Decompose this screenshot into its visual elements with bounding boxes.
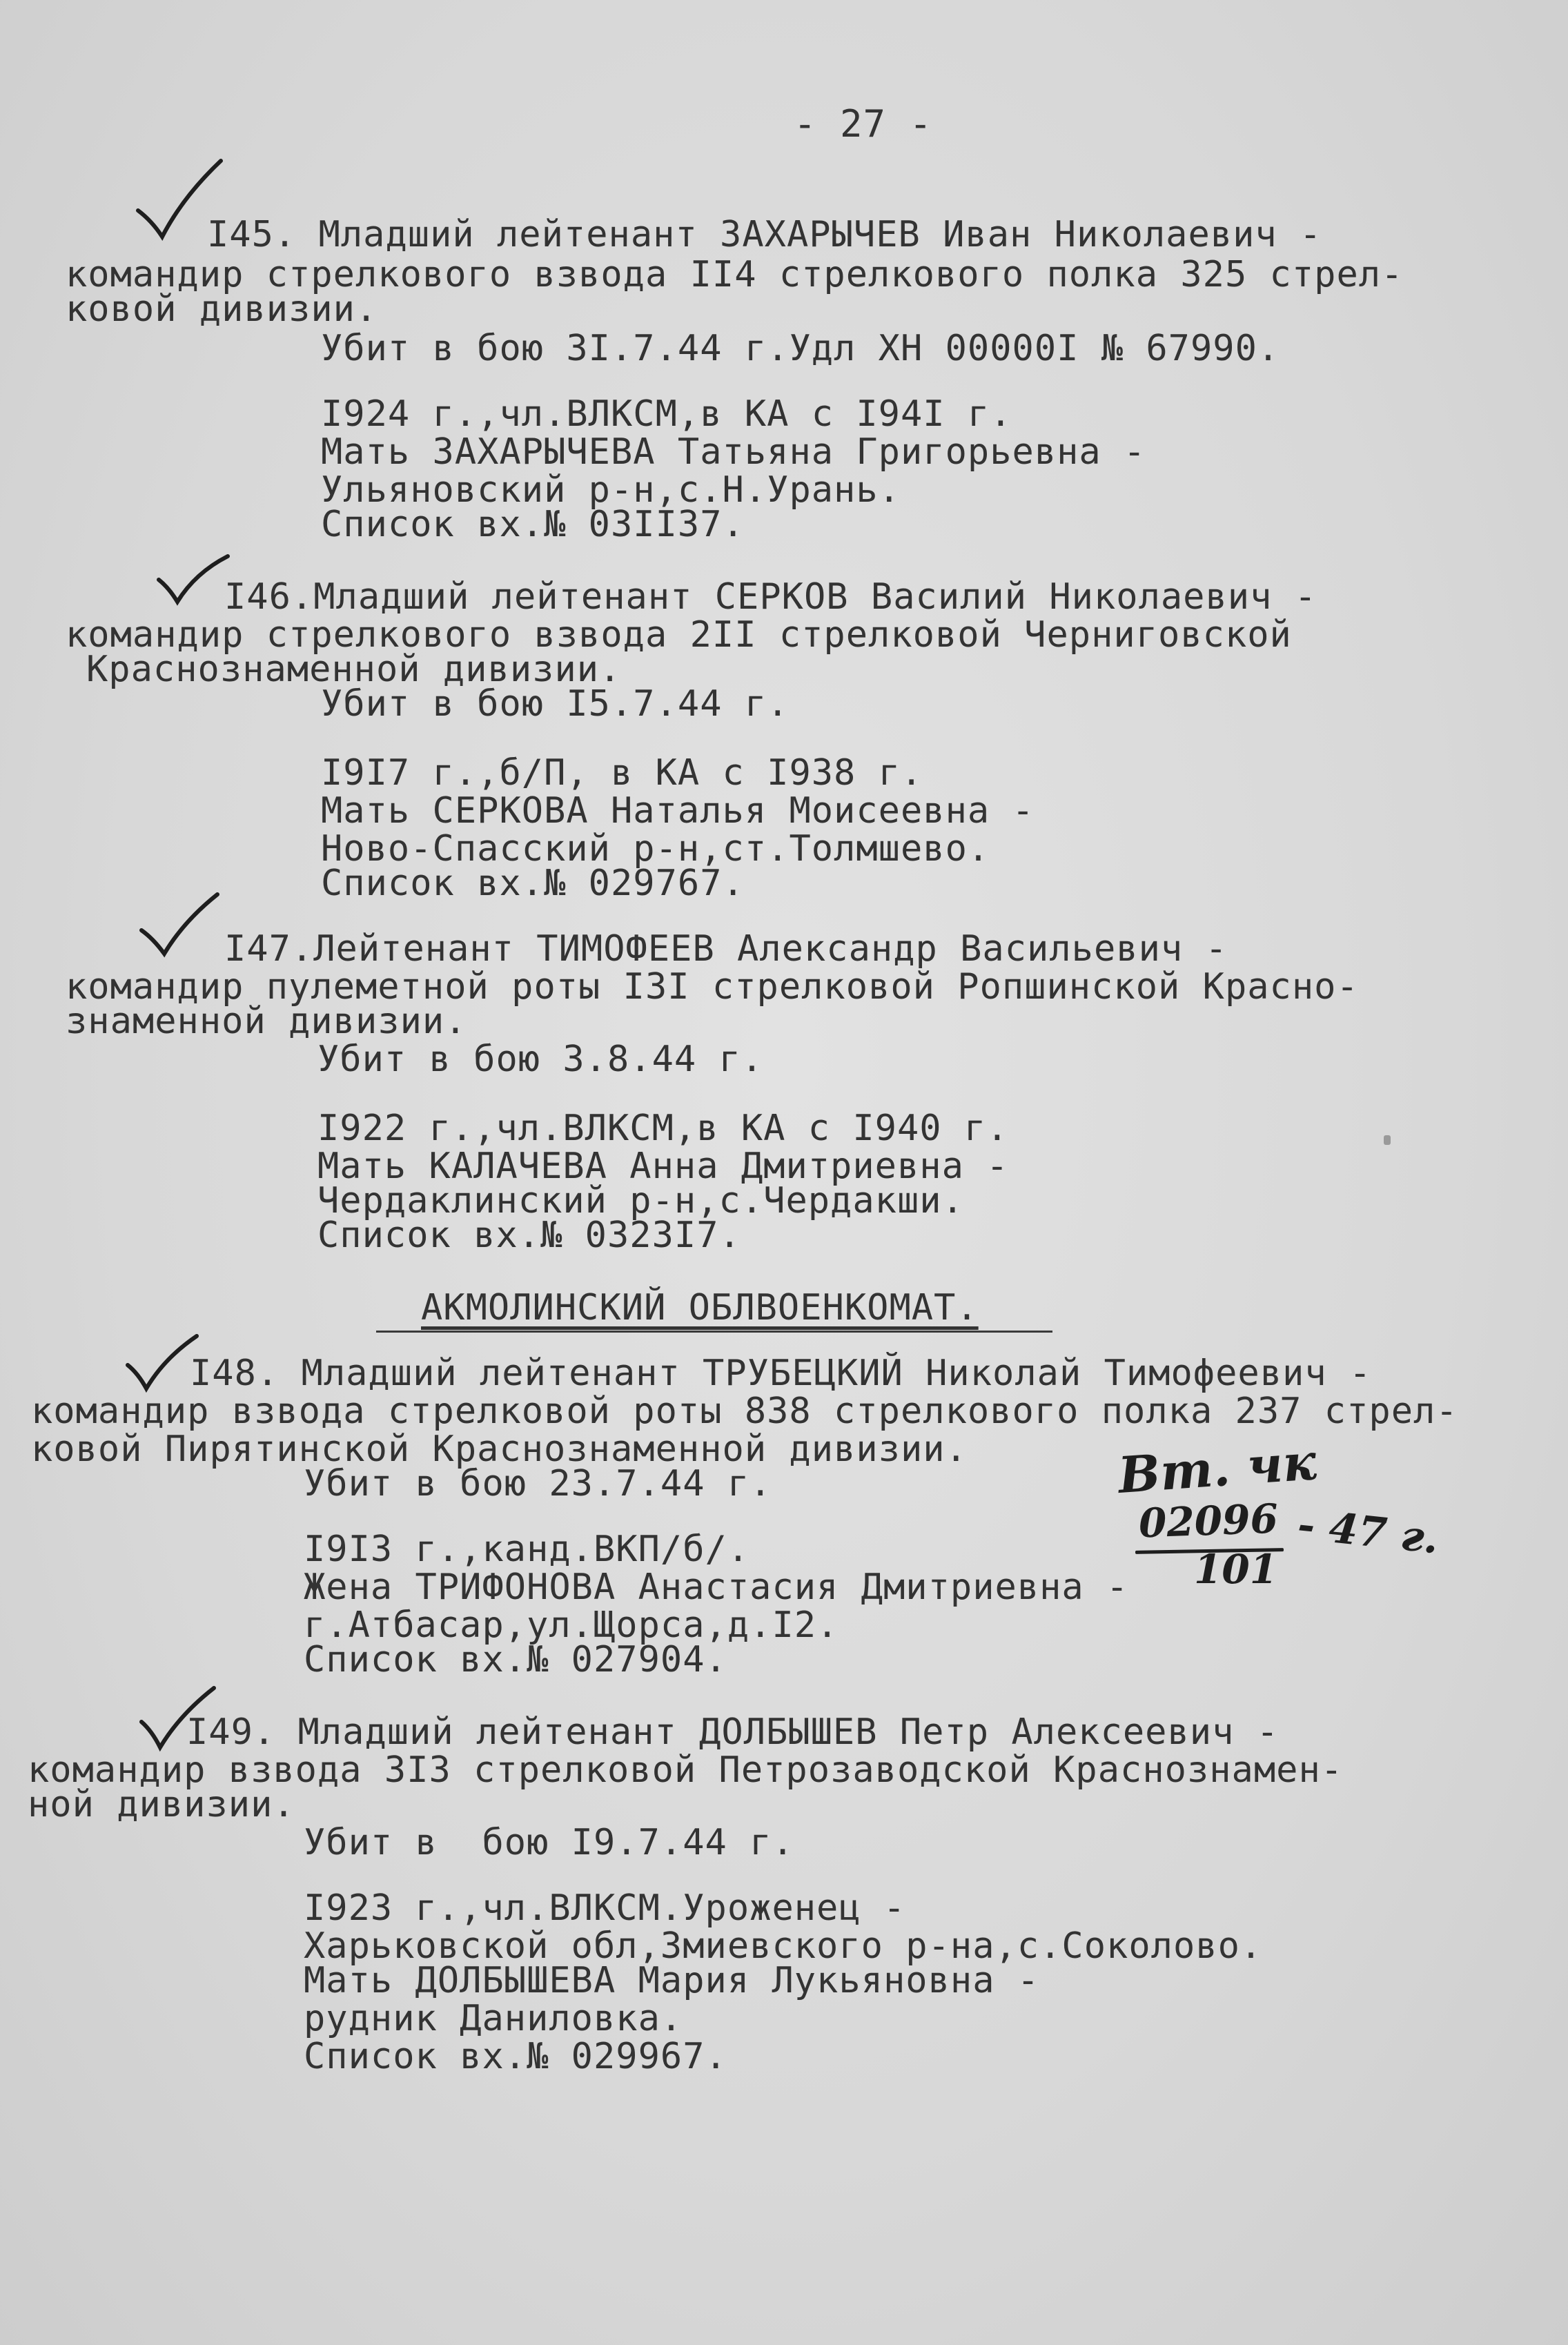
handwritten-note-suffix: - 47 г. [1295,1500,1441,1564]
entry-147-line-5: I922 г.,чл.ВЛКСМ,в КА с I940 г. [317,1108,1009,1149]
entry-147-line-6: Мать КАЛАЧЕВА Анна Дмитриевна - [317,1146,1009,1187]
entry-145-line-2: командир стрелкового взвода II4 стрелкового полка 325 стрел- [66,254,1404,295]
entry-146-line-3: Краснознаменной дивизии. [86,649,622,690]
entry-148-line-7: г.Атбасар,ул.Щорса,д.I2. [304,1605,839,1646]
entry-149-line-9: Список вх.№ 029967. [304,2036,727,2077]
entry-149-line-5: I923 г.,чл.ВЛКСМ.Уроженец - [304,1887,906,1929]
entry-148-line-3: ковой Пирятинской Краснознаменной дивизии. [31,1429,968,1470]
entry-145-line-6: Мать ЗАХАРЫЧЕВА Татьяна Григорьевна - [321,431,1146,473]
entry-146-line-8: Список вх.№ 029767. [321,863,745,904]
entry-146-line-7: Ново-Спасский р-н,ст.Толмшево. [321,828,990,870]
entry-148-line-8: Список вх.№ 027904. [304,1639,727,1680]
entry-147-line-7: Чердаклинский р-н,с.Чердакши. [317,1180,964,1221]
entry-149-line-2: командир взвода 3I3 стрелковой Петрозаводской Краснознамен- [28,1749,1344,1791]
entry-147-line-4: Убит в бою 3.8.44 г. [317,1039,764,1080]
entry-146-line-5: I9I7 г.,б/П, в КА с I938 г. [321,752,923,794]
entry-148-line-1: I48. Младший лейтенант ТРУБЕЦКИЙ Николай Тимофеевич - [190,1353,1372,1394]
entry-147-line-8: Список вх.№ 0323I7. [317,1215,741,1256]
entry-145-line-5: I924 г.,чл.ВЛКСМ,в КА с I94I г. [321,393,1012,435]
handwritten-note-denominator: 101 [1194,1546,1278,1593]
entry-145-line-3: ковой дивизии. [66,288,378,330]
entry-145-line-1: I45. Младший лейтенант ЗАХАРЫЧЕВ Иван Николаевич - [207,214,1322,255]
entry-146-line-2: командир стрелкового взвода 2II стрелковой Черниговской [66,614,1292,656]
entry-148-line-2: командир взвода стрелковой роты 838 стрелкового полка 237 стрел- [31,1391,1458,1432]
entry-149-line-7: Мать ДОЛБЫШЕВА Мария Лукьяновна - [304,1960,1040,2001]
entry-147-line-1: I47.Лейтенант ТИМОФЕЕВ Александр Васильевич - [224,928,1228,970]
checkmark-icon [155,552,231,607]
ink-speck [1384,1135,1391,1145]
entry-149-line-8: рудник Даниловка. [304,1998,683,2039]
heading-underline [376,1331,1052,1333]
page-number: - 27 - [794,102,933,146]
entry-148-line-6: Жена ТРИФОНОВА Анастасия Дмитриевна - [304,1567,1129,1608]
entry-148-line-4: Убит в бою 23.7.44 г. [304,1463,772,1504]
entry-146-line-6: Мать СЕРКОВА Наталья Моисеевна - [321,790,1035,832]
entry-147-line-2: командир пулеметной роты I3I стрелковой Ропшинской Красно- [66,966,1359,1008]
entry-145-line-7: Ульяновский р-н,с.Н.Урань. [321,469,901,511]
entry-145-line-4: Убит в бою 3I.7.44 г.Удл ХН 00000I № 67990. [321,328,1280,369]
checkmark-icon [124,1332,200,1394]
entry-145-line-8: Список вх.№ 03II37. [321,504,745,545]
section-heading: АКМОЛИНСКИЙ ОБЛВОЕНКОМАТ. [421,1287,979,1328]
entry-147-line-3: знаменной дивизии. [66,1001,467,1042]
handwritten-note-line: Вт. чк [1116,1432,1318,1504]
checkmark-icon [138,890,221,959]
entry-149-line-3: ной дивизии. [28,1784,295,1825]
entry-146-line-4: Убит в бою I5.7.44 г. [321,683,790,725]
handwritten-note-numerator: 02096 [1137,1495,1279,1547]
entry-149-line-4: Убит в бою I9.7.44 г. [304,1822,794,1863]
entry-146-line-1: I46.Младший лейтенант СЕРКОВ Василий Николаевич - [224,576,1317,618]
entry-149-line-6: Харьковской обл,Змиевского р-на,с.Соколово. [304,1925,1263,1967]
entry-149-line-1: I49. Младший лейтенант ДОЛБЫШЕВ Петр Алексеевич - [186,1711,1280,1753]
entry-148-line-5: I9I3 г.,канд.ВКП/б/. [304,1529,750,1570]
